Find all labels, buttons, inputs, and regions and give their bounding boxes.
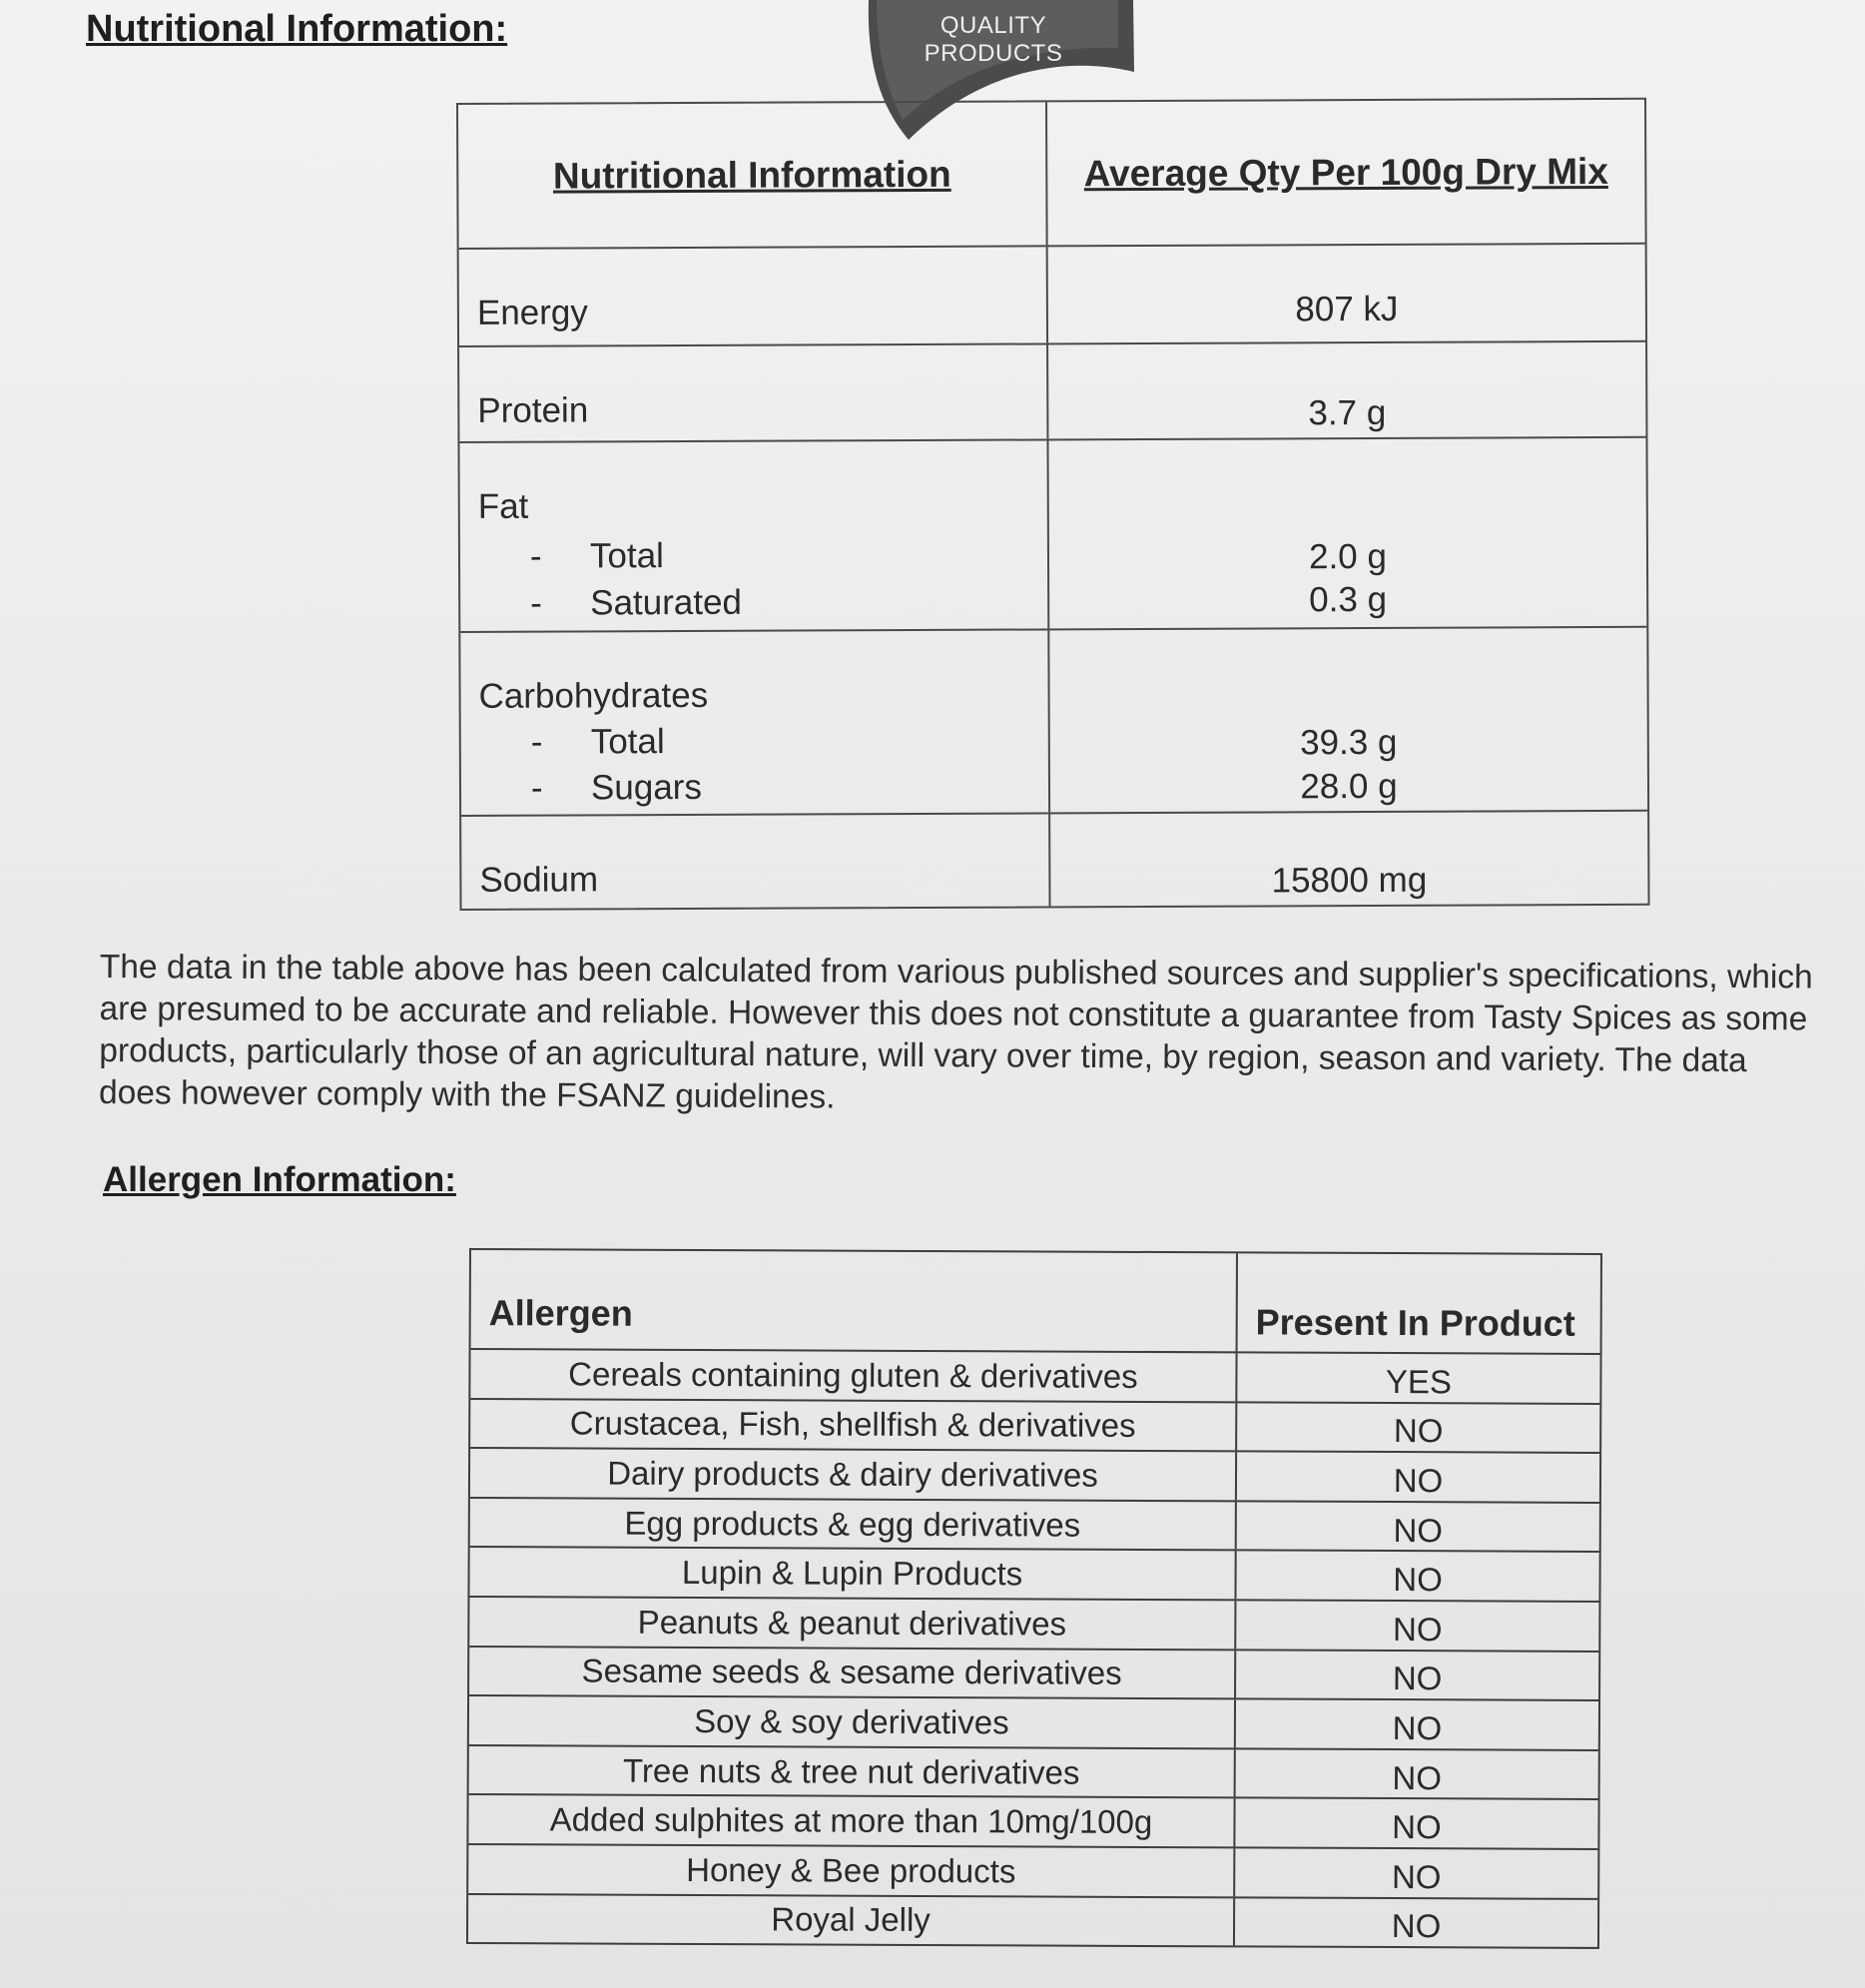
allergen-present: NO — [1393, 1610, 1443, 1649]
fat-saturated-value: 0.3 g — [1309, 579, 1388, 620]
allergen-present: NO — [1392, 1659, 1443, 1697]
allergen-name: Honey & Bee products — [468, 1845, 1235, 1896]
data-disclaimer-paragraph: The data in the table above has been calculated from various published sources and supplier's specifications, which are presumed to be accurate and reliable. However this does not constitute a guarantee from Tasty Spices as some products, particularly those of an agricultural nature, will vary over time, by region, season and variety. The data does however comply with the FSANZ guidelines. — [98, 948, 1813, 1116]
allergen-present: NO — [1391, 1907, 1442, 1945]
allergen-present: NO — [1393, 1462, 1444, 1500]
allergen-name: Dairy products & dairy derivatives — [470, 1449, 1237, 1500]
allergen-name: Soy & soy derivatives — [469, 1696, 1236, 1747]
table-row — [469, 1598, 1598, 1653]
allergen-table — [466, 1248, 1602, 1949]
fat-total-label: - Total — [529, 536, 665, 576]
table-row — [469, 1746, 1598, 1801]
allergen-present: NO — [1391, 1857, 1442, 1895]
table-row — [469, 1548, 1598, 1603]
allergen-name: Crustacea, Fish, shellfish & derivatives — [470, 1400, 1237, 1451]
logo-tagline: QUALITY PRODUCTS — [924, 12, 1063, 67]
protein-label: Protein — [477, 390, 589, 430]
table-row — [470, 1350, 1599, 1405]
allergen-info-heading: Allergen Information: — [103, 1160, 456, 1199]
present-column-header: Present In Product — [1255, 1301, 1575, 1344]
nutrition-row-sodium — [461, 812, 1647, 909]
allergen-name: Cereals containing gluten & derivatives — [470, 1350, 1237, 1401]
sodium-label: Sodium — [479, 860, 599, 900]
table-row — [468, 1795, 1597, 1850]
energy-label: Energy — [476, 293, 588, 332]
table-row — [469, 1696, 1598, 1751]
allergen-present: NO — [1393, 1412, 1444, 1450]
allergen-name: Peanuts & peanut derivatives — [469, 1598, 1236, 1649]
protein-value: 3.7 g — [1308, 392, 1387, 433]
allergen-column-header: Allergen — [471, 1250, 1238, 1351]
table-row — [470, 1499, 1599, 1554]
table-row — [470, 1400, 1599, 1455]
carbohydrates-total-value: 39.3 g — [1300, 722, 1398, 763]
allergen-present: NO — [1393, 1511, 1444, 1549]
nutrition-row-protein — [459, 342, 1645, 443]
fat-saturated-label: - Saturated — [530, 582, 743, 623]
allergen-name: Sesame seeds & sesame derivatives — [469, 1648, 1236, 1698]
allergen-name: Royal Jelly — [468, 1895, 1235, 1946]
carbohydrates-total-label: - Total — [530, 722, 665, 762]
allergen-name: Egg products & egg derivatives — [470, 1499, 1237, 1550]
fat-total-value: 2.0 g — [1308, 536, 1387, 577]
allergen-table-header — [471, 1250, 1600, 1355]
allergen-present: NO — [1392, 1708, 1443, 1747]
nutrition-row-energy — [459, 245, 1645, 347]
table-row — [470, 1449, 1599, 1504]
nutrition-row-carbohydrates — [460, 628, 1647, 817]
nutrition-header-left: Nutritional Information — [458, 102, 1048, 248]
table-row — [468, 1845, 1597, 1900]
allergen-table-body — [468, 1350, 1600, 1947]
allergen-present: NO — [1393, 1561, 1443, 1599]
carbohydrates-sugars-value: 28.0 g — [1300, 766, 1398, 807]
nutrition-row-fat — [459, 438, 1646, 633]
nutrition-header-right: Average Qty Per 100g Dry Mix — [1083, 150, 1608, 194]
allergen-name: Lupin & Lupin Products — [469, 1548, 1236, 1599]
allergen-present: NO — [1392, 1758, 1443, 1796]
table-row — [468, 1895, 1597, 1948]
energy-value: 807 kJ — [1295, 289, 1399, 330]
table-row — [469, 1648, 1598, 1702]
nutrition-table — [456, 98, 1650, 911]
allergen-present: YES — [1385, 1362, 1453, 1401]
nutritional-info-heading: Nutritional Information: — [86, 8, 508, 50]
allergen-name: Tree nuts & tree nut derivatives — [469, 1746, 1236, 1797]
sodium-value: 15800 mg — [1271, 860, 1428, 901]
carbohydrates-label: Carbohydrates — [478, 675, 709, 716]
nutrition-table-header — [458, 100, 1645, 250]
allergen-present: NO — [1392, 1808, 1442, 1846]
carbohydrates-sugars-label: - Sugars — [530, 767, 702, 808]
allergen-name: Added sulphites at more than 10mg/100g — [468, 1795, 1235, 1846]
fat-label: Fat — [477, 486, 529, 526]
